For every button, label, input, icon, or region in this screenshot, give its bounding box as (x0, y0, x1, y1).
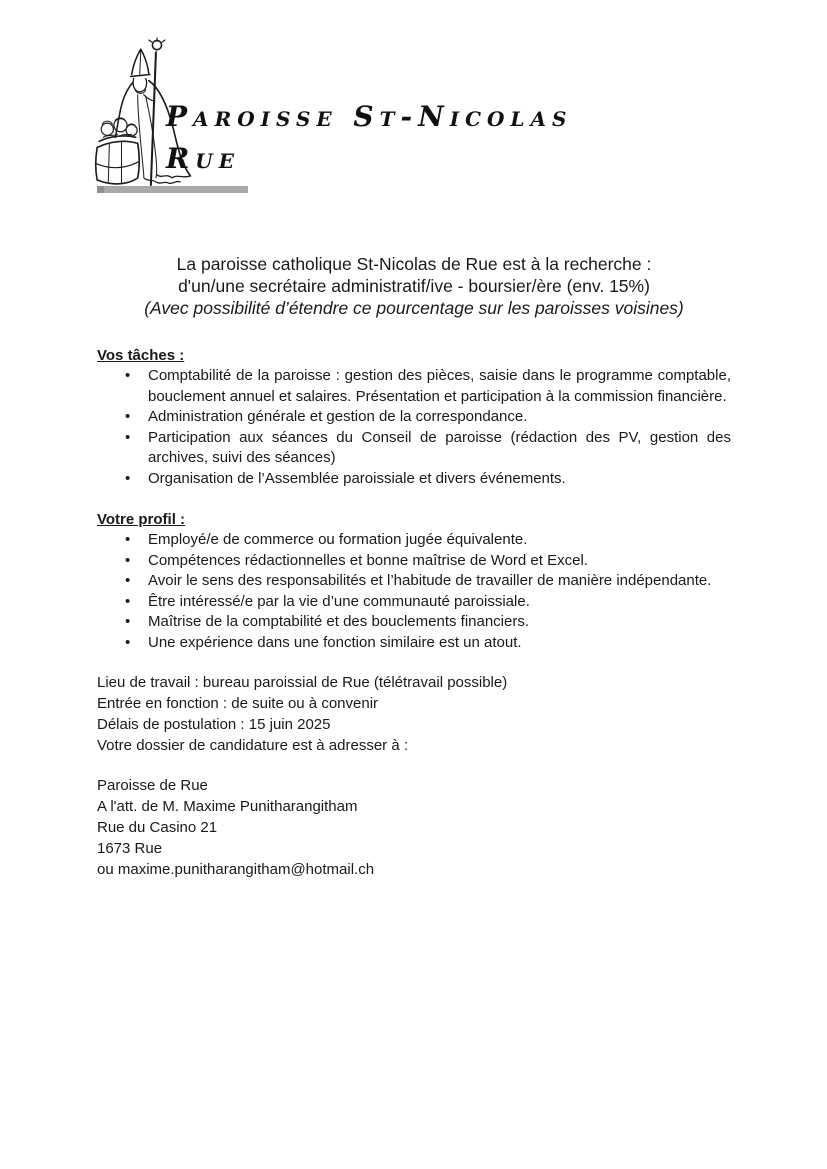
tasks-heading: Vos tâches : (97, 347, 185, 364)
contact-line: Paroisse de Rue (97, 777, 208, 794)
profile-item: • Compétences rédactionnelles et bonne maîtrise de Word et Excel. (97, 551, 731, 572)
contact-line: 1673 Rue (97, 840, 163, 857)
detail-line: Votre dossier de candidature est à adresser à : (97, 737, 409, 754)
detail-line: Délais de postulation : 15 juin 2025 (97, 716, 331, 733)
profile-item: • Maîtrise de la comptabilité et des bouclements financiers. (97, 612, 731, 633)
contact-line: A l'att. de M. Maxime Punitharangitham (97, 798, 358, 815)
profile-heading: Votre profil : (97, 511, 186, 528)
job-details (97, 672, 731, 756)
contact-block (97, 775, 731, 880)
detail-line: Lieu de travail : bureau paroissial de Rue (télétravail possible) (97, 674, 508, 691)
contact-line: Rue du Casino 21 (97, 819, 218, 836)
profile-item: • Avoir le sens des responsabilités et l’habitude de travailler de manière indépendante. (97, 571, 731, 592)
profile-item: • Employé/e de commerce ou formation jugée équivalente. (97, 530, 731, 551)
task-item: • Organisation de l’Assemblée paroissiale et divers événements. (97, 469, 731, 490)
org-title-block (166, 96, 572, 180)
document-body (97, 253, 731, 880)
profile-item: • Une expérience dans une fonction similaire est un atout. (97, 633, 731, 654)
org-name: Paroisse St-Nicolas (166, 100, 573, 133)
tasks-list (97, 366, 731, 489)
header-divider (97, 186, 248, 193)
intro-line-2: d'un/une secrétaire administratif/ive - boursier/ère (env. 15%) (178, 276, 650, 296)
profile-list (97, 530, 731, 653)
intro-line-3: (Avec possibilité d’étendre ce pourcentage sur les paroisses voisines) (144, 298, 684, 318)
detail-line: Entrée en fonction : de suite ou à convenir (97, 695, 379, 712)
profile-item: • Être intéressé/e par la vie d’une communauté paroissiale. (97, 592, 731, 613)
org-place: Rue (166, 142, 240, 175)
task-item: • Administration générale et gestion de la correspondance. (97, 407, 731, 428)
job-intro (97, 253, 731, 319)
task-item: • Comptabilité de la paroisse : gestion des pièces, saisie dans le programme comptable, bouclement annuel et salaires. Présentation et participation à la commission financière. (97, 366, 731, 407)
task-item: • Participation aux séances du Conseil de paroisse (rédaction des PV, gestion des archives, suivi des séances) (97, 428, 731, 469)
contact-line: ou maxime.punitharangitham@hotmail.ch (97, 861, 375, 878)
intro-line-1: La paroisse catholique St-Nicolas de Rue est à la recherche : (176, 254, 652, 274)
